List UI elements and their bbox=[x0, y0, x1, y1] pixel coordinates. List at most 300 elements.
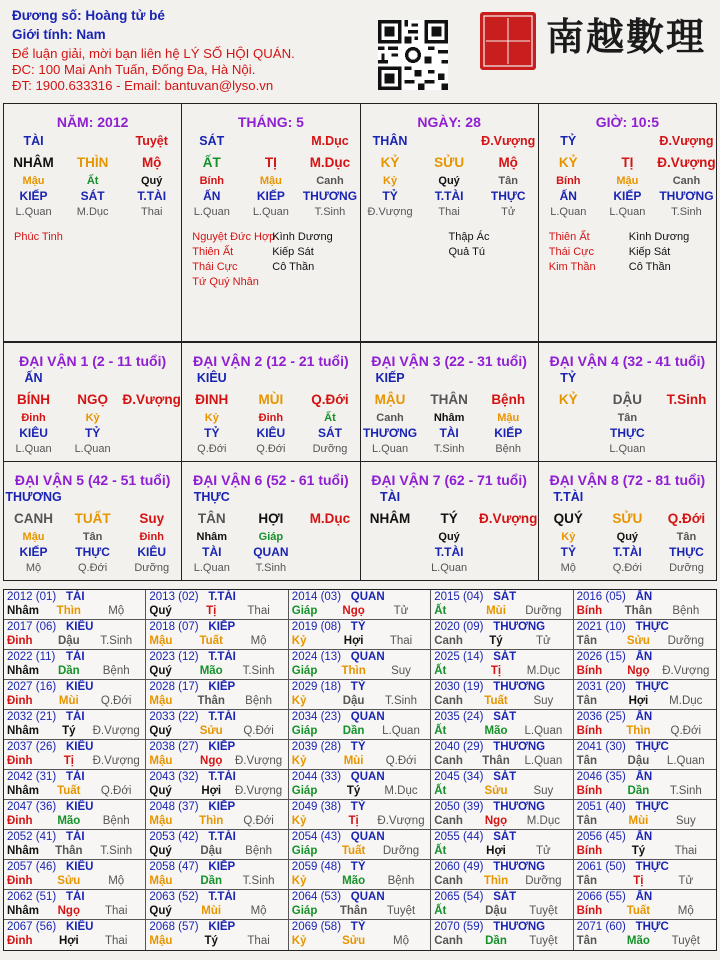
dai-van-stem-branch bbox=[539, 389, 716, 411]
annual-stem-branch-row bbox=[434, 845, 570, 857]
dai-van-life-stage bbox=[4, 441, 181, 457]
annual-life-stage: Dưỡng bbox=[667, 635, 704, 647]
pillar-ten-gods-item: M.Dục bbox=[311, 134, 349, 148]
annual-year-label: 2066 (55) bbox=[576, 891, 626, 903]
pillar-ten-gods bbox=[361, 134, 538, 152]
pillar-life-stage-item: Thai bbox=[438, 206, 460, 218]
annual-stem: Canh bbox=[434, 875, 463, 887]
dai-van-ten-god bbox=[182, 371, 359, 389]
pillar-stem-branch-item: ẤT bbox=[202, 155, 221, 170]
annual-branch: Mùi bbox=[628, 815, 649, 827]
annual-life-stage: L.Quan bbox=[524, 755, 563, 767]
annual-stem: Nhâm bbox=[7, 725, 39, 737]
annual-branch: Dậu bbox=[200, 845, 223, 857]
annual-stem: Ất bbox=[434, 785, 447, 797]
annual-year-cell bbox=[431, 920, 573, 950]
annual-year-cell bbox=[289, 770, 431, 800]
pillar-hidden-stems bbox=[182, 174, 359, 188]
annual-year-cell bbox=[146, 860, 288, 890]
annual-branch: Dần bbox=[57, 665, 80, 677]
annual-life-stage: Mộ bbox=[250, 905, 267, 917]
annual-year-label: 2052 (41) bbox=[7, 831, 57, 843]
dai-van-2 bbox=[182, 343, 360, 462]
dai-van-hidden-gods-item bbox=[657, 425, 716, 441]
dai-van-stem-branch-item: Suy bbox=[139, 511, 165, 526]
annual-life-stage: Thai bbox=[247, 935, 270, 947]
pillar-ten-gods-item: SÁT bbox=[199, 134, 225, 148]
inauspicious-star: Kình Dương bbox=[628, 231, 690, 243]
dai-van-hidden-stems-item: Nhâm bbox=[196, 531, 228, 543]
pillar-title: THÁNG: 5 bbox=[237, 114, 304, 130]
dai-van-stem-branch-item: QUÝ bbox=[553, 511, 583, 526]
annual-stem-branch-row bbox=[7, 935, 143, 947]
dai-van-life-stage bbox=[361, 441, 538, 457]
dai-van-title: ĐẠI VẬN 1 (2 - 11 tuổi) bbox=[19, 353, 167, 369]
annual-ten-god: THƯƠNG bbox=[493, 621, 546, 633]
annual-year-label: 2015 (04) bbox=[434, 591, 484, 603]
dai-van-life-stage-item bbox=[539, 441, 598, 457]
annual-year-cell bbox=[431, 830, 573, 860]
annual-ten-god: TỶ bbox=[350, 861, 366, 873]
annual-year-cell bbox=[4, 770, 146, 800]
pillar-hidden-stems-item: Mậu bbox=[259, 175, 282, 187]
annual-year-cell bbox=[431, 770, 573, 800]
pillar-ten-gods-item: TÀI bbox=[23, 134, 44, 148]
pillar-hidden-stems bbox=[539, 174, 716, 188]
dai-van-stem-branch-item: HỢI bbox=[258, 511, 284, 526]
annual-branch: Ngọ bbox=[200, 755, 223, 767]
annual-year-cell bbox=[289, 830, 431, 860]
annual-stem-branch-row bbox=[434, 665, 570, 677]
annual-year-cell bbox=[4, 890, 146, 920]
annual-stem-branch-row bbox=[434, 785, 570, 797]
annual-year-label: 2022 (11) bbox=[7, 651, 56, 663]
dai-van-ten-god-item: TÀI bbox=[379, 490, 401, 504]
dai-van-life-stage-item bbox=[300, 560, 359, 576]
annual-stem: Quý bbox=[149, 725, 172, 737]
pillar-hidden-stems-item: Quý bbox=[140, 175, 163, 187]
annual-life-stage: Bệnh bbox=[102, 665, 130, 677]
annual-life-stage: Q.Đới bbox=[100, 785, 132, 797]
dai-van-life-stage-item: Q.Đới bbox=[612, 562, 642, 574]
annual-life-stage: M.Dục bbox=[526, 665, 560, 677]
dai-van-ten-god-item bbox=[420, 371, 479, 389]
pillar-hidden-stems-item: Mậu bbox=[616, 175, 639, 187]
pillar-stem-branch-item: TỊ bbox=[621, 155, 634, 170]
annual-ten-god: TỶ bbox=[350, 621, 366, 633]
annual-stem-branch-row bbox=[7, 665, 143, 677]
annual-branch: Tị bbox=[206, 605, 217, 617]
annual-life-stage: Mộ bbox=[108, 875, 125, 887]
annual-stem-branch-row bbox=[7, 905, 143, 917]
dai-van-ten-god bbox=[539, 490, 716, 508]
annual-branch: Dần bbox=[485, 935, 507, 947]
annual-year-cell bbox=[431, 680, 573, 710]
annual-year-cell bbox=[574, 650, 716, 680]
pillar-stem-branch-item: NHÂM bbox=[13, 155, 54, 170]
annual-stem-branch-row bbox=[292, 875, 428, 887]
annual-stem: Bính bbox=[576, 605, 603, 617]
annual-life-stage: M.Dục bbox=[669, 695, 703, 707]
dai-van-ten-god bbox=[4, 371, 181, 389]
pillar-life-stage bbox=[182, 204, 359, 220]
annual-year-label: 2055 (44) bbox=[434, 831, 484, 843]
annual-stem: Đinh bbox=[7, 635, 33, 647]
dai-van-stem-branch-item: T.Sinh bbox=[666, 392, 707, 407]
dai-van-hidden-stems-item: Mậu bbox=[22, 531, 45, 543]
annual-year-cell bbox=[146, 800, 288, 830]
auspicious-star: Thiên Ất bbox=[548, 231, 590, 243]
annual-life-stage: L.Quan bbox=[382, 725, 420, 737]
dai-van-stem-branch-item: MẬU bbox=[374, 392, 406, 407]
annual-stem-branch-row bbox=[149, 845, 285, 857]
dai-van-hidden-stems-item: Mậu bbox=[497, 412, 520, 424]
dai-van-stem-branch-item: NGỌ bbox=[77, 392, 108, 407]
annual-ten-god: T.TÀI bbox=[208, 831, 236, 843]
annual-branch: Mão bbox=[57, 815, 81, 827]
dai-van-life-stage bbox=[4, 560, 181, 576]
pillar-hidden-gods-item: T.TÀI bbox=[137, 189, 167, 203]
annual-year-label: 2064 (53) bbox=[291, 891, 342, 903]
dai-van-hidden-stems-item bbox=[361, 530, 420, 544]
annual-ten-god: SÁT bbox=[493, 771, 517, 783]
dai-van-ten-god-item bbox=[479, 371, 538, 389]
annual-year-label: 2019 (08) bbox=[291, 621, 342, 633]
annual-life-stage: Bệnh bbox=[245, 695, 273, 707]
annual-ten-god: T.TÀI bbox=[208, 771, 236, 783]
annual-life-stage: Suy bbox=[391, 665, 411, 677]
pillar-life-stage-item: T.Sinh bbox=[671, 206, 702, 218]
inauspicious-star: Kiếp Sát bbox=[272, 246, 314, 258]
annual-ten-god: T.TÀI bbox=[208, 591, 236, 603]
annual-stem: Mậu bbox=[149, 695, 173, 707]
annual-year-cell bbox=[4, 590, 146, 620]
annual-stem-branch-row bbox=[149, 755, 285, 767]
annual-year-label: 2033 (22) bbox=[149, 711, 199, 723]
gender-line: Giới tính: Nam bbox=[12, 27, 106, 42]
annual-branch: Ngọ bbox=[627, 665, 650, 677]
dai-van-life-stage-item: T.Sinh bbox=[433, 443, 465, 455]
dai-van-hidden-stems-item: Kỷ bbox=[85, 412, 100, 424]
annual-year-label: 2037 (26) bbox=[7, 741, 57, 753]
dai-van-ten-god-item bbox=[63, 371, 122, 389]
dai-van-title: ĐẠI VẬN 7 (62 - 71 tuổi) bbox=[371, 472, 527, 488]
annual-life-stage: Dưỡng bbox=[525, 605, 562, 617]
dai-van-stem-branch-item: MÙI bbox=[258, 392, 284, 407]
pillar-life-stage-item: L.Quan bbox=[252, 206, 289, 218]
annual-branch: Tuất bbox=[484, 695, 508, 707]
inauspicious-star: Thập Ác bbox=[448, 231, 490, 243]
annual-stem: Tân bbox=[576, 755, 598, 767]
pillar-ten-gods-item bbox=[63, 134, 122, 152]
annual-stem: Quý bbox=[149, 785, 172, 797]
annual-stem-branch-row bbox=[149, 695, 285, 707]
annual-branch: Thìn bbox=[56, 605, 81, 617]
annual-stem: Quý bbox=[149, 665, 172, 677]
annual-life-stage: Mộ bbox=[393, 935, 409, 947]
annual-year-cell bbox=[289, 590, 431, 620]
dai-van-hidden-stems bbox=[539, 411, 716, 425]
annual-stem-branch-row bbox=[149, 905, 285, 917]
annual-branch: Thìn bbox=[626, 725, 651, 737]
pillar-stem-branch-item: KỶ bbox=[558, 155, 578, 170]
annual-branch: Tý bbox=[489, 635, 503, 647]
dai-van-stem-branch bbox=[4, 389, 181, 411]
annual-stem-branch-row bbox=[577, 815, 713, 827]
annual-stem: Bính bbox=[576, 785, 603, 797]
annual-life-stage: Tuyệt bbox=[386, 905, 416, 917]
annual-branch: Hợi bbox=[628, 695, 649, 707]
annual-year-label: 2020 (09) bbox=[434, 621, 484, 633]
dai-van-title: ĐẠI VẬN 3 (22 - 31 tuổi) bbox=[371, 353, 527, 369]
auspicious-star: Thái Cực bbox=[548, 246, 595, 258]
dai-van-ten-god-item: KIÊU bbox=[196, 371, 227, 385]
pillar-hidden-stems-item: Quý bbox=[438, 175, 460, 187]
pillar-auspicious-stars bbox=[14, 230, 63, 245]
dai-van-title: ĐẠI VẬN 8 (72 - 81 tuổi) bbox=[549, 472, 706, 488]
annual-ten-god: ẤN bbox=[635, 651, 653, 663]
pillar-hidden-gods bbox=[539, 188, 716, 204]
inauspicious-star: Cô Thần bbox=[628, 261, 671, 273]
annual-year-cell bbox=[4, 800, 146, 830]
annual-branch: Dậu bbox=[485, 905, 507, 917]
annual-ten-god: TỶ bbox=[350, 681, 366, 693]
annual-year-cell bbox=[431, 710, 573, 740]
dai-van-hidden-gods bbox=[182, 425, 359, 441]
annual-stem-branch-row bbox=[149, 725, 285, 737]
pillar-ten-gods-item bbox=[241, 134, 300, 152]
pillar-ten-gods-item: THÂN bbox=[372, 134, 408, 148]
auspicious-star: Kim Thần bbox=[548, 261, 596, 273]
dai-van-hidden-stems bbox=[4, 411, 181, 425]
annual-ten-god: TÀI bbox=[66, 771, 85, 783]
annual-year-label: 2063 (52) bbox=[149, 891, 199, 903]
annual-year-cell bbox=[289, 680, 431, 710]
annual-year-label: 2062 (51) bbox=[7, 891, 57, 903]
annual-stem-branch-row bbox=[577, 935, 713, 947]
annual-year-label: 2030 (19) bbox=[434, 681, 484, 693]
annual-stem: Giáp bbox=[291, 605, 318, 617]
annual-year-cell bbox=[4, 830, 146, 860]
annual-stem: Nhâm bbox=[7, 785, 39, 797]
dai-van-6 bbox=[182, 462, 360, 581]
dai-van-hidden-stems-item: Quý bbox=[616, 531, 639, 543]
annual-stem: Tân bbox=[576, 815, 598, 827]
annual-year-label: 2051 (40) bbox=[576, 801, 626, 813]
annual-life-stage: Tuyệt bbox=[529, 935, 558, 947]
annual-ten-god: T.TÀI bbox=[208, 711, 236, 723]
annual-stem: Bính bbox=[576, 845, 603, 857]
annual-year-cell bbox=[4, 710, 146, 740]
annual-ten-god: TÀI bbox=[66, 651, 85, 663]
dai-van-life-stage bbox=[539, 441, 716, 457]
auspicious-star: Nguyệt Đức Hợp bbox=[192, 231, 276, 243]
annual-life-stage: Bệnh bbox=[672, 605, 700, 617]
annual-stem: Nhâm bbox=[7, 905, 39, 917]
annual-year-cell bbox=[146, 740, 288, 770]
annual-luck-table bbox=[3, 589, 717, 951]
dai-van-grid-bottom bbox=[3, 461, 717, 581]
pillar-inauspicious-stars bbox=[629, 230, 689, 275]
dai-van-hidden-gods-item bbox=[539, 425, 598, 441]
auspicious-star: Tứ Quý Nhân bbox=[192, 276, 259, 288]
annual-stem-branch-row bbox=[292, 815, 428, 827]
annual-stem: Đinh bbox=[7, 755, 33, 767]
annual-stem-branch-row bbox=[292, 695, 428, 707]
owner-line: Đương số: Hoàng tử bé bbox=[12, 8, 165, 23]
dai-van-hidden-stems-item bbox=[479, 530, 538, 544]
annual-life-stage: M.Dục bbox=[526, 815, 560, 827]
annual-stem-branch-row bbox=[7, 845, 143, 857]
annual-stem: Đinh bbox=[7, 695, 33, 707]
annual-life-stage: Mộ bbox=[677, 905, 694, 917]
annual-stem-branch-row bbox=[577, 695, 713, 707]
dai-van-grid-top bbox=[3, 342, 717, 462]
annual-stem: Canh bbox=[434, 695, 463, 707]
dai-van-ten-god-item bbox=[300, 371, 359, 389]
annual-branch: Mùi bbox=[486, 605, 506, 617]
annual-stem: Mậu bbox=[149, 935, 173, 947]
dai-van-ten-god bbox=[361, 371, 538, 389]
annual-stem-branch-row bbox=[292, 605, 428, 617]
dai-van-hidden-gods-item: T.TÀI bbox=[613, 545, 642, 559]
annual-stem: Tân bbox=[576, 635, 598, 647]
annual-stem: Tân bbox=[576, 935, 598, 947]
annual-year-label: 2031 (20) bbox=[576, 681, 626, 693]
annual-branch: Mão bbox=[626, 935, 650, 947]
annual-branch: Sửu bbox=[342, 935, 366, 947]
annual-ten-god: QUAN bbox=[350, 711, 385, 723]
annual-stem: Bính bbox=[576, 905, 603, 917]
annual-ten-god: KIÊU bbox=[66, 801, 94, 813]
dai-van-stem-branch-item: Đ.Vượng bbox=[122, 392, 181, 407]
dai-van-stem-branch-item: TÝ bbox=[440, 511, 458, 526]
annual-branch: Sửu bbox=[199, 725, 223, 737]
annual-life-stage: Thai bbox=[105, 935, 128, 947]
annual-stem-branch-row bbox=[577, 755, 713, 767]
annual-stem-branch-row bbox=[7, 755, 143, 767]
dai-van-hidden-gods-item: TỶ bbox=[204, 426, 220, 440]
annual-year-label: 2025 (14) bbox=[434, 651, 484, 663]
annual-year-label: 2017 (06) bbox=[7, 621, 57, 633]
annual-branch: Tuất bbox=[626, 905, 651, 917]
annual-year-label: 2046 (35) bbox=[576, 771, 626, 783]
pillar-hidden-gods-item: SÁT bbox=[80, 189, 105, 203]
dai-van-stem-branch-item: NHÂM bbox=[369, 511, 411, 526]
dai-van-ten-god-item bbox=[63, 490, 122, 508]
annual-year-label: 2029 (18) bbox=[291, 681, 342, 693]
dai-van-hidden-gods-item: THỰC bbox=[610, 426, 645, 440]
dai-van-ten-god bbox=[4, 490, 181, 508]
dai-van-life-stage bbox=[182, 441, 359, 457]
annual-ten-god: THỰC bbox=[635, 921, 669, 933]
pillar-life-stage-item: T.Sinh bbox=[314, 206, 346, 218]
annual-life-stage: Đ.Vượng bbox=[377, 815, 425, 827]
annual-stem-branch-row bbox=[7, 695, 143, 707]
annual-ten-god: KIẾP bbox=[208, 921, 236, 933]
dai-van-life-stage-item: L.Quan bbox=[15, 443, 52, 455]
dai-van-stem-branch bbox=[182, 389, 359, 411]
inauspicious-star: Kình Dương bbox=[272, 231, 333, 243]
annual-year-label: 2016 (05) bbox=[576, 591, 626, 603]
annual-stem-branch-row bbox=[7, 815, 143, 827]
annual-stem-branch-row bbox=[434, 725, 570, 737]
dai-van-stem-branch-item: SỬU bbox=[612, 511, 643, 526]
dai-van-hidden-gods-item: KIÊU bbox=[256, 426, 286, 440]
annual-stem: Kỷ bbox=[291, 815, 307, 827]
dai-van-5 bbox=[4, 462, 182, 581]
annual-year-label: 2067 (56) bbox=[7, 921, 57, 933]
annual-stem: Canh bbox=[434, 755, 463, 767]
dai-van-hidden-stems bbox=[182, 530, 359, 544]
dai-van-life-stage-item: L.Quan bbox=[193, 562, 230, 574]
address-line: ĐC: 100 Mai Anh Tuấn, Đống Đa, Hà Nội. bbox=[12, 62, 256, 77]
annual-year-cell bbox=[574, 920, 716, 950]
annual-stem-branch-row bbox=[577, 725, 713, 737]
pillar-life-stage-item: M.Dục bbox=[76, 206, 109, 218]
annual-branch: Sửu bbox=[626, 635, 650, 647]
annual-year-label: 2057 (46) bbox=[7, 861, 57, 873]
annual-stem: Bính bbox=[576, 725, 603, 737]
annual-branch: Hợi bbox=[486, 845, 506, 857]
annual-year-label: 2056 (45) bbox=[576, 831, 626, 843]
annual-year-cell bbox=[4, 860, 146, 890]
dai-van-ten-god-item bbox=[122, 371, 181, 389]
annual-stem: Mậu bbox=[149, 635, 173, 647]
annual-stem: Giáp bbox=[291, 845, 318, 857]
annual-year-cell bbox=[4, 680, 146, 710]
dai-van-stem-branch-item: Q.Đới bbox=[311, 392, 349, 407]
annual-year-label: 2045 (34) bbox=[434, 771, 484, 783]
dai-van-life-stage bbox=[539, 560, 716, 576]
annual-year-label: 2036 (25) bbox=[576, 711, 626, 723]
annual-year-cell bbox=[431, 800, 573, 830]
dai-van-hidden-gods-item bbox=[122, 425, 181, 441]
annual-stem-branch-row bbox=[292, 665, 428, 677]
annual-life-stage: L.Quan bbox=[524, 725, 563, 737]
annual-year-cell bbox=[574, 680, 716, 710]
annual-year-label: 2042 (31) bbox=[7, 771, 57, 783]
annual-year-cell bbox=[289, 800, 431, 830]
annual-year-cell bbox=[146, 620, 288, 650]
pillar-hidden-stems bbox=[4, 174, 181, 188]
annual-branch: Thìn bbox=[483, 875, 509, 887]
dai-van-hidden-gods-item bbox=[479, 544, 538, 560]
pillar-life-stage-item: L.Quan bbox=[15, 206, 52, 218]
dai-van-title: ĐẠI VẬN 2 (12 - 21 tuổi) bbox=[193, 353, 349, 369]
dai-van-ten-god-item: THƯƠNG bbox=[5, 490, 62, 504]
annual-stem: Mậu bbox=[149, 875, 173, 887]
annual-stem: Giáp bbox=[291, 725, 318, 737]
pillar-hidden-gods-item: KIẾP bbox=[256, 189, 285, 203]
annual-stem: Nhâm bbox=[7, 845, 39, 857]
pillar-life-stage-item: L.Quan bbox=[193, 206, 230, 218]
dai-van-life-stage-item: Q.Đới bbox=[197, 443, 227, 455]
annual-year-label: 2044 (33) bbox=[291, 771, 342, 783]
dai-van-stem-branch bbox=[182, 508, 359, 530]
annual-year-cell bbox=[146, 830, 288, 860]
pillar-ten-gods-item bbox=[420, 134, 479, 152]
annual-year-cell bbox=[146, 650, 288, 680]
annual-year-label: 2032 (21) bbox=[7, 711, 57, 723]
pillar-auspicious-stars bbox=[549, 230, 596, 275]
annual-branch: Ngọ bbox=[342, 605, 365, 617]
annual-year-label: 2065 (54) bbox=[434, 891, 484, 903]
annual-branch: Hợi bbox=[343, 635, 364, 647]
annual-ten-god: KIÊU bbox=[66, 621, 94, 633]
annual-stem-branch-row bbox=[149, 785, 285, 797]
dai-van-ten-god bbox=[539, 371, 716, 389]
